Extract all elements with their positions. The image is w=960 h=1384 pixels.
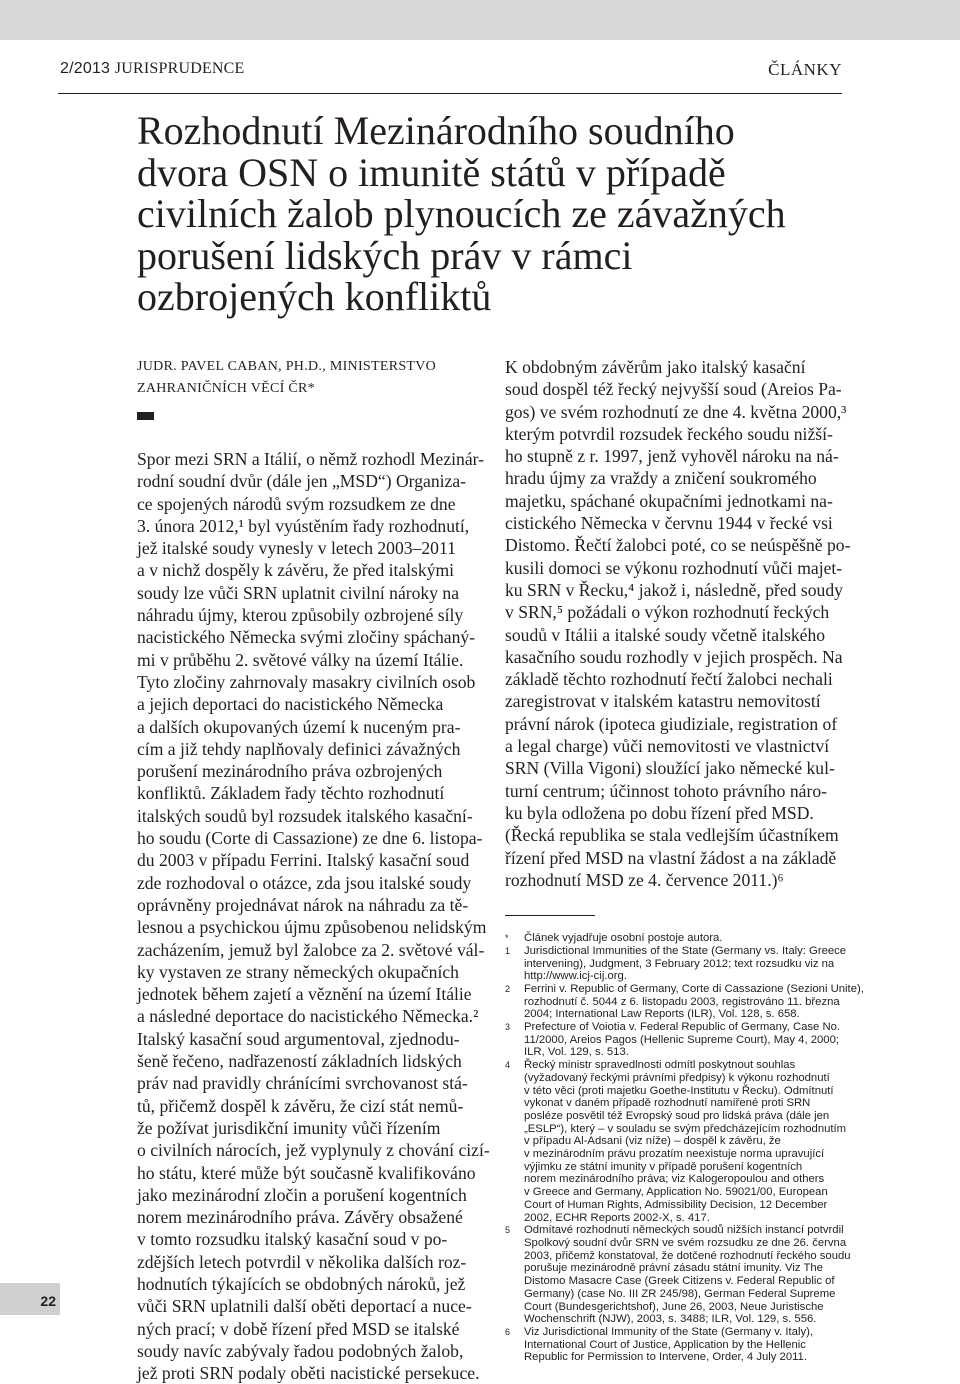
body-line: Tyto zločiny zahrnovaly masakry civilních osob	[137, 671, 476, 692]
body-line: gos) ve svém rozhodnutí ze dne 4. května 2000,³	[505, 401, 847, 422]
body-line: majetku, spáchané okupačními jednotkami na-	[505, 490, 833, 511]
left-column-text	[137, 448, 490, 1384]
right-column	[505, 356, 864, 1364]
author-line: JUDR. PAVEL CABAN, PH.D., MINISTERSTVO	[137, 359, 437, 374]
body-line: v tomto rozsudku italský kasační soud v po-	[137, 1229, 448, 1250]
title-line: civilních žalob plynoucích ze závažných	[137, 191, 786, 236]
body-line: SRN (Villa Vigoni) sloužící jako německé kul-	[505, 758, 835, 779]
body-line: cím a již tehdy naplňovaly definici závažných	[137, 738, 461, 759]
footnote	[505, 982, 864, 1021]
body-line: ho soudu (Corte di Cassazione) ze dne 6. listopa-	[137, 828, 483, 849]
body-line: ných prací; v době řízení před MSD se italské	[137, 1318, 460, 1339]
footnote-line: Řecký ministr spravedlnosti odmítl poskytnout souhlas	[524, 1059, 796, 1072]
footnote-line: 2002, ECHR Reports 2002-X, s. 417.	[524, 1211, 710, 1224]
body-line: du 2003 v případu Ferrini. Italský kasační soud	[137, 850, 470, 871]
body-line: ho státu, které může být současně kvalifikováno	[137, 1162, 476, 1183]
body-line: zacházením, jemuž byl žalobce za 2. světové vál-	[137, 939, 485, 960]
body-line: jako mezinárodní zločin a porušení kogentních	[137, 1184, 467, 1205]
footnote	[505, 1224, 851, 1326]
issue-number: 2/2013	[60, 60, 111, 77]
footnote-mark: 4	[505, 1060, 511, 1071]
body-line: zde rozhodoval o otázce, zda jsou italské soudy	[137, 872, 472, 893]
footnote	[505, 932, 843, 945]
body-line: a dalších okupovaných území k nuceným pra-	[137, 716, 461, 737]
body-line: o civilních nárocích, jež vyplynuly z chování cizí-	[137, 1140, 490, 1161]
footnote	[505, 1021, 843, 1059]
author-byline	[137, 356, 477, 400]
body-line: cistického Německa v červnu 1944 v řecké vsi	[505, 513, 833, 534]
body-line: hodnutích týkajících se obdobných nároků, jež	[137, 1273, 466, 1294]
footnote-rule	[505, 915, 595, 916]
footnote-line: 2003, přičemž konstatoval, že dotčené rozhodnutí řeckého soudu	[524, 1249, 851, 1262]
footnote-mark: 6	[505, 1326, 511, 1337]
footnote	[505, 1326, 843, 1364]
body-line: právní nárok (ipoteca giudiziale, registration of	[505, 713, 838, 734]
body-line: náhradu újmy, kterou způsobily ozbrojené síly	[137, 605, 464, 626]
footnotes	[505, 932, 864, 1364]
body-line: turní centrum; účinnost tohoto právního náro-	[505, 780, 827, 801]
body-line: Distomo. Řečtí žalobci poté, co se neúspěšně po-	[505, 535, 851, 556]
footnote-mark: 2	[505, 983, 511, 994]
body-line: Italský kasační soud argumentoval, zjednodu-	[137, 1028, 460, 1049]
body-line: v SRN,⁵ požádali o výkon rozhodnutí řeckých	[505, 602, 830, 623]
body-line: K obdobným závěrům jako italský kasační	[505, 357, 806, 377]
body-line: 3. února 2012,¹ byl vyústěním řady rozhodnutí,	[137, 515, 470, 536]
footnote-line: v případu Al-Adsani (viz níže) – dospěl k závěru, že	[524, 1135, 781, 1148]
body-line: zdějších letech potvrdil v několika dalších roz-	[137, 1251, 467, 1272]
footnote-line: „ESLP“), který – v souladu se svým předcházejícím rozhodnutím	[524, 1122, 847, 1135]
right-column-text	[505, 356, 851, 891]
footnote-line: Wochenschrift (NJW), 2003, s. 3488; ILR, Vol. 129, s. 556.	[524, 1313, 817, 1326]
body-line: šeně řečeno, nadřazeností základních lidských	[137, 1051, 462, 1072]
footnote-line: Jurisdictional Immunities of the State (Germany vs. Italy: Greece	[524, 944, 847, 957]
body-line: tů, přičemž dospěl k závěru, že cizí stát nemů-	[137, 1095, 464, 1116]
footnote-line: Court (Bundesgerichtshof), June 26, 2003, Neue Juristische	[524, 1300, 824, 1313]
footnote-line: Odmítavé rozhodnutí německých soudů nižších instancí potvrdil	[524, 1224, 844, 1237]
footnote-line: Republic for Permission to Intervene, Order, 4 July 2011.	[524, 1351, 807, 1364]
left-column	[137, 356, 490, 1384]
footnote-line: porušuje mezinárodně právní zásadu státní imunity. Viz The	[524, 1262, 823, 1275]
footnote-line: (vyžadovaný řeckými právními předpisy) k výkonu rozhodnutí	[524, 1071, 830, 1084]
footnote-line: vykonat v daném případě rozhodnutí namířené proti SRN	[524, 1097, 811, 1110]
author-line: ZAHRANIČNÍCH VĚCÍ ČR*	[137, 381, 315, 396]
page-number: 22	[40, 1293, 56, 1309]
journal-name: JURISPRUDENCE	[114, 60, 245, 77]
footnote-line: Viz Jurisdictional Immunity of the State (Germany v. Italy),	[524, 1325, 814, 1338]
body-line: italských soudů byl rozsudek italského kasační-	[137, 805, 473, 826]
body-line: a jejich deportaci do nacistického Německa	[137, 694, 444, 715]
title-line: Rozhodnutí Mezinárodního soudního	[137, 108, 735, 153]
footnote-line: rozhodnutí č. 5044 z 6. listopadu 2003, registrováno 11. března	[524, 995, 840, 1008]
section-name: ČLÁNKY	[768, 60, 842, 79]
footnote-line: norem mezinárodního práva; viz Kalogeropoulou and others	[524, 1173, 825, 1186]
footnote	[505, 944, 847, 983]
body-line: zaregistrovat v italském katastru nemovitostí	[505, 691, 821, 712]
footnote-line: ILR, Vol. 129, s. 513.	[524, 1046, 629, 1059]
body-line: a v nichž dospěly k závěru, že před italskými	[137, 560, 455, 581]
body-line: a legal charge) vůči nemovitosti ve vlastnictví	[505, 736, 830, 757]
footnote-line: Ferrini v. Republic of Germany, Corte di Cassazione (Sezioni Unite),	[524, 982, 864, 995]
footnote-mark: 1	[505, 945, 511, 956]
body-line: ce spojených národů svým rozsudkem ze dne	[137, 493, 456, 514]
footnote-mark: *	[505, 933, 509, 944]
footnote-line: v této věci (proti majetku Goethe-Institutu v Řecku). Odmítnutí	[524, 1084, 834, 1097]
body-line: ky vystaven ze strany německých okupačních	[137, 961, 459, 982]
footnote-line: International Court of Justice, Application by the Hellenic	[524, 1338, 806, 1351]
body-line: oprávněny projednávat nárok na náhradu za tě-	[137, 894, 469, 915]
footnote-line: výjimku ze státní imunity v případě porušení kogentních	[524, 1160, 803, 1173]
footnote-line: 2004; International Law Reports (ILR), Vol. 128, s. 658.	[524, 1008, 800, 1021]
body-line: lesnou a psychickou újmu způsobenou nelidským	[137, 917, 487, 938]
body-line: řízení před MSD na vlastní žádost a na základě	[505, 847, 837, 868]
footnote	[505, 1059, 847, 1224]
footnote-line: v mezinárodním právu prozatím neexistuje norma upravující	[524, 1148, 825, 1161]
body-line: mi v průběhu 2. světové války na území Itálie.	[137, 649, 464, 670]
footnote-line: 11/2000, Areios Pagos (Hellenic Supreme Court), May 4, 2000;	[524, 1033, 840, 1046]
footnote-mark: 3	[505, 1022, 511, 1033]
body-line: soud dospěl též řecký nejvyšší soud (Areios Pa-	[505, 379, 842, 400]
body-line: ku byla odložena po dobu řízení před MSD.	[505, 802, 814, 823]
title-line: ozbrojených konfliktů	[137, 274, 492, 319]
author-marker	[137, 412, 154, 420]
body-line: základě těchto rozhodnutí řečtí žalobci nechali	[505, 669, 833, 690]
body-line: jednotek během zajetí a věznění na území Itálie	[137, 984, 472, 1005]
body-line: jež italské soudy vynesly v letech 2003–2011	[137, 538, 456, 559]
title-line: porušení lidských práv v rámci	[137, 232, 633, 278]
article-title	[137, 110, 857, 318]
footnote-mark: 5	[505, 1225, 511, 1236]
body-line: rodní soudní dvůr (dále jen „MSD“) Organiza-	[137, 471, 466, 492]
body-line: Spor mezi SRN a Itálií, o němž rozhodl Mezinár-	[137, 449, 485, 469]
body-line: soudy navíc zabývaly řadou podobných žalob,	[137, 1340, 464, 1361]
footnote-line: http://www.icj-cij.org.	[524, 970, 627, 983]
footnote-line: Prefecture of Voiotia v. Federal Republic of Germany, Case No.	[524, 1021, 841, 1034]
body-line: jež proti SRN podaly oběti nacistické persekuce.	[137, 1363, 480, 1384]
body-line: vůči SRN uplatnili další oběti deportací a nuce-	[137, 1296, 472, 1317]
footnote-line: Článek vyjadřuje osobní postoje autora.	[524, 932, 723, 945]
running-header-left	[60, 60, 245, 78]
body-line: porušení mezinárodního práva ozbrojených	[137, 761, 443, 782]
footnote-line: intervening), Judgment, 3 February 2012; text rozsudku viz na	[524, 957, 835, 970]
body-line: ku SRN v Řecku,⁴ jakož i, následně, před soudy	[505, 579, 843, 600]
body-line: soudy lze vůči SRN uplatnit civilní nároky na	[137, 582, 460, 603]
body-line: soudů v Itálii a italské soudy včetně italského	[505, 624, 826, 645]
body-line: ho stupně z r. 1997, jenž vyhověl nároku na ná-	[505, 446, 839, 467]
footnote-line: Distomo Masacre Case (Greek Citizens v. Federal Republic of	[524, 1275, 835, 1288]
body-line: (Řecká republika se stala vedlejším účastníkem	[505, 825, 839, 846]
footnote-line: Spolkový soudní dvůr SRN ve svém rozsudku ze dne 26. června	[524, 1237, 847, 1249]
body-line: že požívat jurisdikční imunity vůči řízením	[137, 1117, 441, 1138]
body-line: kasačního soudu rozhodly v jejich prospěch. Na	[505, 646, 843, 667]
header-rule	[58, 93, 842, 94]
body-line: kterým potvrdil rozsudek řeckého soudu nižší-	[505, 423, 833, 444]
footnote-line: v Greece and Germany, Application No. 59021/00, European	[524, 1186, 828, 1199]
body-line: kusili domoci se výkonu rozhodnutí vůči majet-	[505, 557, 843, 578]
footnote-line: posléze posvětil též Evropský soud pro lidská práva (dále jen	[524, 1109, 830, 1122]
footnote-line: Court of Human Rights, Admissibility Decision, 12 December	[524, 1198, 828, 1211]
body-line: norem mezinárodního práva. Závěry obsažené	[137, 1207, 463, 1228]
body-line: práv nad pravidly chránícími svrchovanost stá-	[137, 1073, 468, 1094]
title-line: dvora OSN o imunitě států v případě	[137, 149, 726, 195]
body-line: a následné deportace do nacistického Německa.²	[137, 1006, 479, 1027]
body-line: nacistického Německa svými zločiny spáchaný-	[137, 627, 476, 648]
header-band	[0, 0, 960, 40]
body-line: hradu újmy za vraždy a zničení soukromého	[505, 468, 817, 489]
body-line: rozhodnutí MSD ze 4. července 2011.)⁶	[505, 869, 784, 890]
footnote-line: Germany) (case No. III ZR 245/98), German Federal Supreme	[524, 1287, 836, 1300]
body-line: konfliktů. Základem řady těchto rozhodnutí	[137, 783, 445, 804]
